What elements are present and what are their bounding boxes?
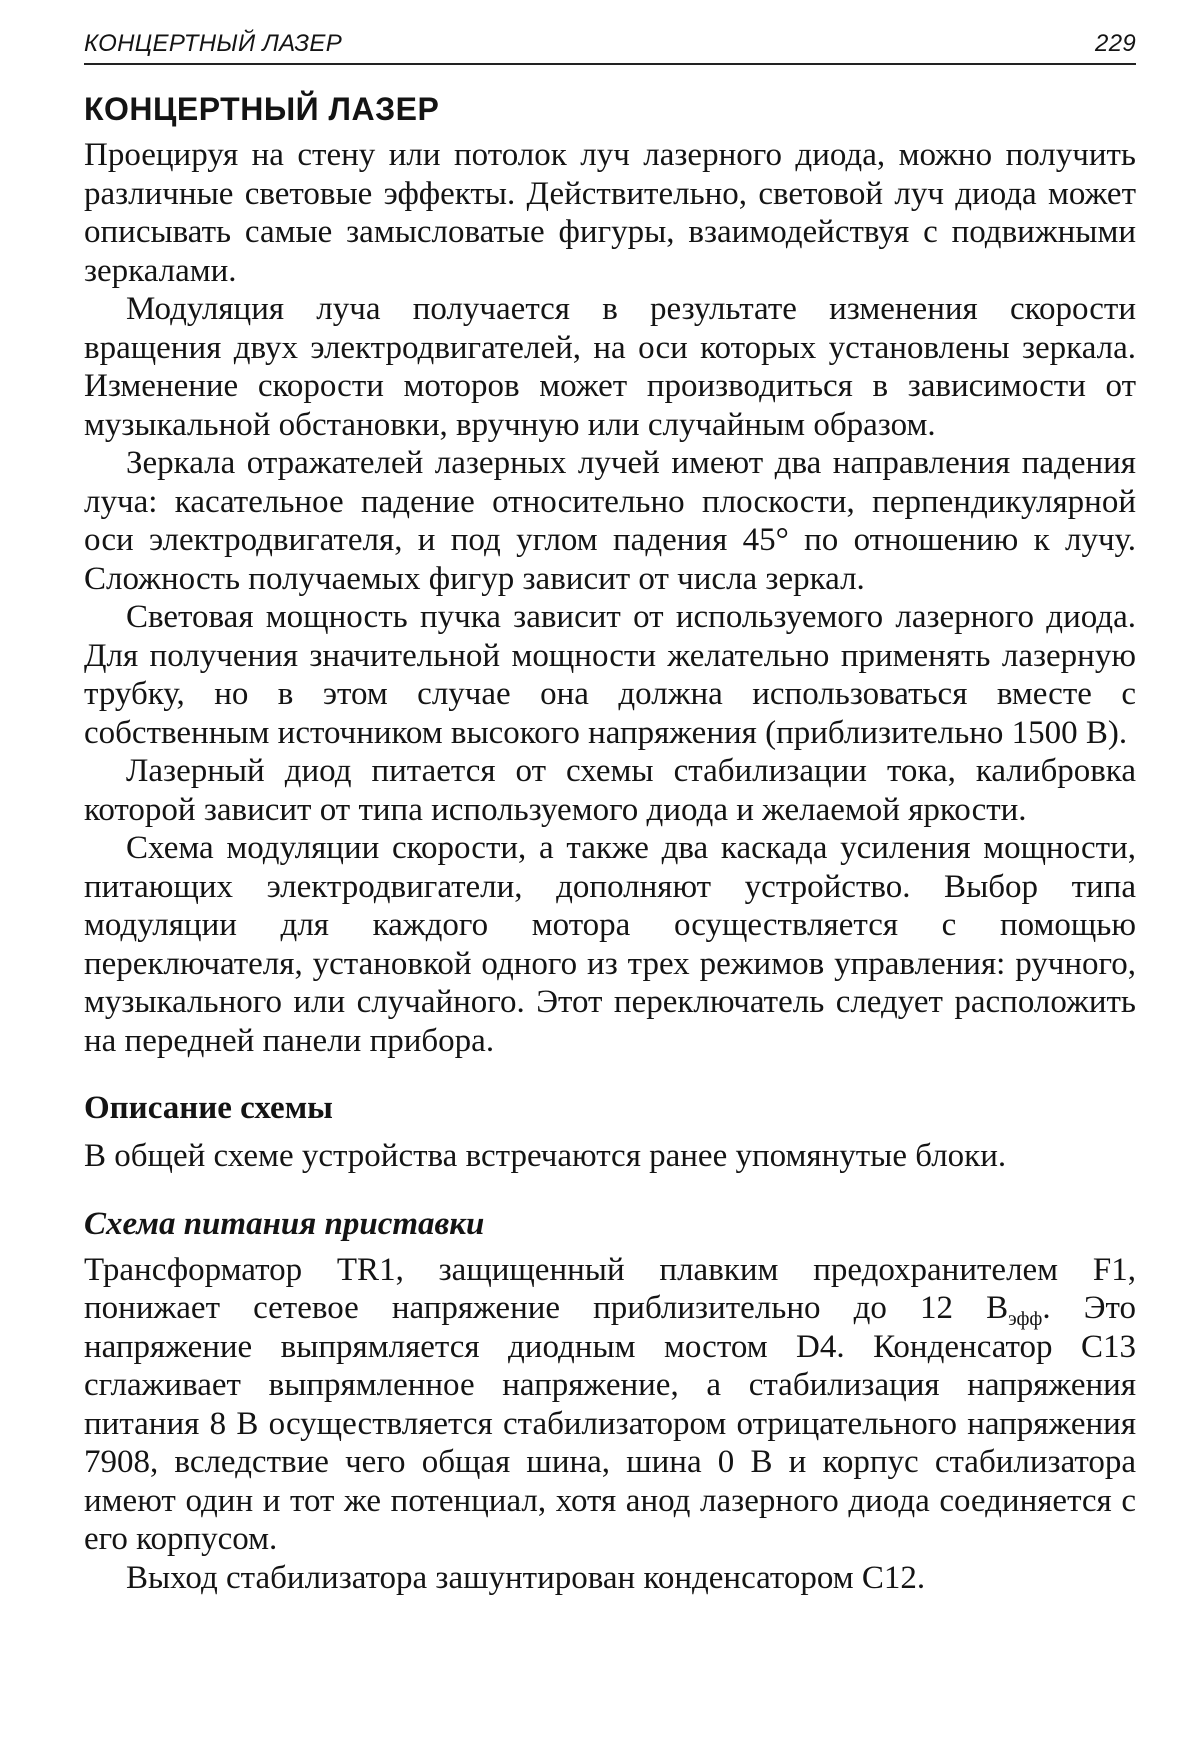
power-text-end: . Это напряжение выпрямляется диодным мостом D4. Конденсатор С13 сглаживает выпрямленное напряжение, а стабилизация напряжения питания 8 В осуществляется стабилизатором отрицательного напряжения 7908, вследствие чего общая шина, шина 0 В и корпус стабилизатора имеют один и тот же потенциал, хотя анод лазерного диода соединяется с его корпусом. bbox=[84, 1290, 1136, 1557]
stabilizer-output-paragraph: Выход стабилизатора зашунтирован конденсатором С12. bbox=[126, 1559, 926, 1596]
subsection-title: Схема питания приставки bbox=[84, 1205, 485, 1242]
effective-subscript: эфф bbox=[1008, 1308, 1043, 1330]
book-page bbox=[84, 30, 1136, 1597]
chapter-title: КОНЦЕРТНЫЙ ЛАЗЕР bbox=[84, 91, 440, 127]
paragraph-speed-modulation: Схема модуляции скорости, а также два каскада усиления мощности, питающих электродвигатели, дополняют устройство. Выбор типа модуляции для каждого мотора осуществляется с помощью переключателя, установкой одного из трех режимов управления: ручного, музыкального или случайного. Этот переключатель следует расположить на передней панели прибора. bbox=[84, 830, 1136, 1059]
section-paragraph: В общей схеме устройства встречаются ранее упомянутые блоки. bbox=[84, 1138, 1007, 1174]
paragraph-intro: Проецируя на стену или потолок луч лазерного диода, можно получить различные световые эффекты. Действительно, световой луч диода может описывать самые замысловатые фигуры, взаимодействуя с подвижными зеркалами. bbox=[84, 137, 1136, 289]
power-supply-paragraph bbox=[84, 1251, 1136, 1559]
page-number: 229 bbox=[1095, 30, 1136, 57]
paragraph-diode-supply: Лазерный диод питается от схемы стабилизации тока, калибровка которой зависит от типа используемого диода и желаемой яркости. bbox=[84, 753, 1136, 828]
power-text-start: Трансформатор TR1, защищенный плавким предохранителем F1, понижает сетевое напряжение приблизительно до 12 В bbox=[84, 1251, 1136, 1326]
running-header bbox=[84, 30, 1136, 65]
section-title: Описание схемы bbox=[84, 1090, 333, 1126]
running-title: КОНЦЕРТНЫЙ ЛАЗЕР bbox=[84, 30, 343, 57]
paragraph-power: Световая мощность пучка зависит от используемого лазерного диода. Для получения значительной мощности желательно применять лазерную трубку, но в этом случае она должна использоваться вместе с собственным источником высокого напряжения (приблизительно 1500 В). bbox=[84, 599, 1136, 751]
paragraph-mirrors: Зеркала отражателей лазерных лучей имеют два направления падения луча: касательное падение относительно плоскости, перпендикулярной оси электродвигателя, и под углом падения 45° по отношению к лучу. Сложность получаемых фигур зависит от числа зеркал. bbox=[84, 445, 1136, 597]
paragraph-modulation: Модуляция луча получается в результате изменения скорости вращения двух электродвигателей, на оси которых установлены зеркала. Изменение скорости моторов может производиться в зависимости от музыкальной обстановки, вручную или случайным образом. bbox=[84, 291, 1136, 443]
